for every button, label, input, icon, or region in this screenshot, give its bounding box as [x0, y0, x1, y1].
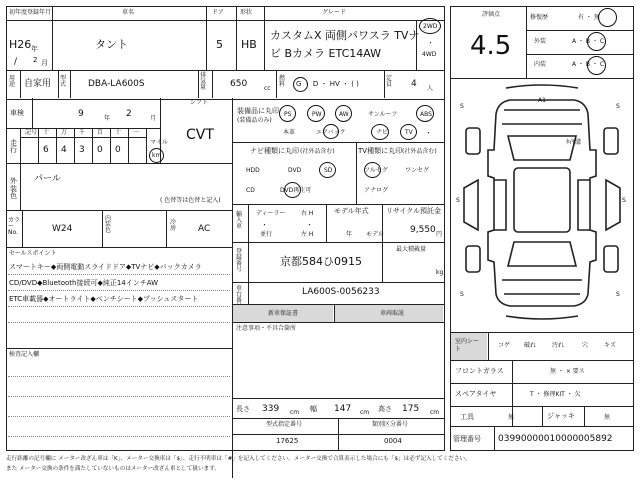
tv-note: (社外品含む): [402, 148, 437, 155]
inspection-label: 車検: [10, 109, 24, 117]
length-value: 339: [262, 404, 280, 414]
fuel-gasoline-circle: [293, 77, 308, 92]
score-value: 4.5: [470, 31, 512, 61]
seat-burn: コゲ: [498, 342, 511, 349]
mileage-label: 走行: [10, 139, 17, 154]
shift-label: シフト: [190, 99, 209, 106]
grade-label: グレード: [322, 9, 347, 16]
cc-unit: cc: [264, 85, 271, 92]
equip-leather: 本革: [283, 129, 296, 136]
footer-line-2: また メーター交換の条件を満たしていないものはメーター改ざん車として扱います。: [6, 466, 220, 472]
import-right-hand: 右 H: [301, 210, 314, 217]
s-mark: S: [456, 197, 460, 204]
equip-ps: PS: [284, 111, 292, 118]
tv-analog: アナログ: [364, 187, 389, 194]
front-glass-label: フロントガラス: [455, 367, 504, 375]
mileage-digit: 4: [61, 145, 67, 155]
interior-rating-label: 内装: [534, 61, 547, 68]
km-circle: [149, 148, 164, 163]
exterior-rating-label: 外装: [534, 38, 547, 45]
mileage-header: 万: [61, 129, 68, 136]
mileage-header: 一: [133, 129, 140, 136]
door-label: ドア: [212, 9, 224, 16]
mileage-divider: [92, 128, 93, 163]
s-mark: S: [460, 291, 464, 298]
vehicle-diagram: [450, 80, 634, 322]
capacity-unit: 人: [427, 85, 434, 92]
usage-label: 用途: [9, 75, 16, 88]
usage-row: [6, 70, 445, 100]
exterior-b-circle: [587, 32, 606, 51]
caution-label: 注意事項・不具合箇所: [236, 325, 297, 332]
sales-points-label: セールスポイント: [9, 250, 57, 257]
mileage-digit: 3: [79, 145, 85, 155]
new-car-warranty: 新車保証書: [268, 310, 299, 317]
tv-fullseg: フルセグ: [364, 167, 388, 174]
ac-label: 冷房: [170, 219, 177, 232]
seat-tear: 破れ: [524, 342, 537, 349]
mileage-unit-mile: マイル: [150, 139, 168, 146]
interior-b-circle: [587, 56, 606, 75]
class-no-value: 0004: [384, 437, 402, 445]
chassis-label: 車台番: [236, 285, 243, 304]
mileage-digit: 0: [115, 145, 121, 155]
tv-title: TV種類に丸印: [358, 147, 403, 155]
equip-sunroof: サンルーフ: [368, 111, 398, 118]
vehicle-manual: 車両取説: [380, 310, 405, 317]
equip-airbag: エアバック: [316, 129, 346, 136]
usage-value: 自家用: [24, 79, 52, 89]
type-no-label: 型式指定番号: [266, 421, 303, 428]
seat-scratch: キズ: [604, 342, 616, 349]
class-no-label: 類別区分番号: [372, 421, 409, 428]
navi-title: ナビ種類に丸印: [250, 147, 299, 155]
mileage-digit: 0: [97, 145, 103, 155]
equip-navi: ナビ: [376, 129, 389, 136]
door-count: 5: [216, 38, 223, 51]
model-label: 型式: [60, 75, 67, 88]
type-no-value: 17625: [276, 437, 299, 445]
sales-point-line-2: CD/DVD◆Bluetooth接続可◆純正14インチAW: [9, 279, 159, 287]
seat-stain: 汚れ: [552, 342, 565, 349]
s-mark: S: [616, 291, 620, 298]
seat-label: 室内シート: [455, 338, 480, 353]
height-value: 175: [402, 404, 420, 414]
width-value: 147: [334, 404, 352, 414]
mileage-divider: [56, 128, 57, 163]
header-label-row: [6, 6, 445, 21]
model-value: DBA-LA600S: [88, 79, 145, 89]
width-label: 幅: [310, 405, 317, 413]
mileage-header-line: [20, 137, 146, 138]
equip-tv: TV: [405, 129, 413, 136]
navi-dvd: DVD: [288, 167, 302, 174]
score-label: 評価点: [482, 11, 501, 18]
sales-point-line-1: スマートキー◆両側電動スライドドア◆TVナビ◆バックカメラ: [9, 263, 202, 271]
max-load-label: 最大積載量: [396, 246, 427, 253]
displacement-value: 650: [230, 79, 248, 89]
seat-hole: 穴: [582, 342, 589, 349]
mileage-divider: [146, 128, 147, 163]
height-label: 高さ: [378, 405, 392, 413]
repair-history-label: 修復歴: [530, 14, 549, 21]
car-name-label: 車名: [122, 9, 135, 16]
exterior-rating-options: A ・ B ・ C: [572, 38, 605, 45]
front-glass-value: 無 ・ × 要ス: [550, 368, 585, 375]
inspection-month: 2: [126, 109, 132, 119]
s-mark: S: [622, 197, 626, 204]
sales-point-line-3: ETC車載器◆オートライト◆ベンチシート◆プッシュスタート: [9, 295, 199, 303]
import-left-hand: 左 H: [301, 231, 314, 238]
inspector-notes-label: 検査記入欄: [9, 351, 40, 358]
jack-value: 無: [604, 414, 611, 421]
damage-mark-a1: A1: [538, 97, 546, 104]
equip-aw: AW: [339, 111, 349, 118]
drive-4wd: 4WD: [422, 51, 437, 58]
mileage-header: 百: [97, 129, 104, 136]
drive-2wd: 2WD: [423, 23, 438, 30]
equip-pw: PW: [312, 111, 322, 118]
equipment-label: 装備品に丸印: [237, 107, 279, 115]
model-year-label: モデル年式: [334, 207, 369, 215]
navi-note: (社外品含む): [300, 148, 335, 155]
mileage-digit: 6: [43, 145, 49, 155]
navi-sd: SD: [324, 167, 333, 174]
inspection-year: 9: [78, 109, 84, 119]
mileage-header: 十: [115, 129, 122, 136]
shift-value: CVT: [186, 127, 214, 143]
color-no-value: W24: [52, 224, 73, 234]
import-parallel: 並行: [260, 231, 273, 238]
mileage-divider: [74, 128, 75, 163]
length-label: 長さ: [236, 405, 250, 413]
ac-value: AC: [198, 224, 211, 234]
registration-value: 京都584ひ0915: [280, 255, 362, 268]
registration-label: 登録番号: [236, 248, 243, 273]
color-no-label: カラーNo.: [8, 217, 21, 236]
import-label: 輸入車: [236, 211, 243, 230]
spare-tire-label: スペアタイヤ: [455, 390, 497, 398]
mileage-divider: [38, 128, 39, 163]
shape-label: 形状: [240, 9, 253, 16]
displacement-label: 排気量: [200, 72, 207, 91]
spare-tire-value: T ・ 修理KIT ・ 欠: [530, 391, 581, 398]
mileage-header: 十: [43, 129, 50, 136]
capacity-value: 4: [411, 79, 417, 89]
exterior-color-label: 外装色: [10, 177, 17, 201]
fuel-options: G ・ D ・ HV ・ ( ): [296, 80, 359, 88]
first-reg-month: 2: [33, 56, 38, 64]
equipment-note: (装備品のみ): [237, 117, 272, 124]
mgmt-no-label: 管理番号: [453, 435, 481, 443]
navi-dvd-play: DVD再生可: [280, 187, 312, 194]
navi-hdd: HDD: [246, 167, 260, 174]
first-reg-year-unit: 年: [31, 45, 38, 53]
s-mark: S: [460, 103, 464, 110]
mgmt-no-value: 03990000010000005892: [498, 434, 613, 444]
s-mark: S: [616, 103, 620, 110]
navi-cd: CD: [246, 187, 255, 194]
mileage-header: 千: [79, 129, 86, 136]
grade-line-1: カスタムX 両側パワスラ TVナ: [270, 29, 420, 42]
tire-tread-label: ﾀｲﾔ溝: [566, 139, 582, 146]
body-shape: HB: [241, 38, 257, 51]
mileage-header: 記号: [25, 129, 38, 136]
drive-2wd-circle: [419, 18, 441, 34]
interior-rating-options: A ・ B ・ C: [572, 61, 605, 68]
exterior-color-note: ( 色替等は色替と記入): [160, 197, 221, 204]
first-reg-era: H26: [9, 38, 32, 51]
jack-label: ジャッキ: [547, 412, 575, 420]
equip-abs: ABS: [420, 111, 432, 118]
fuel-label: 燃料: [279, 75, 286, 88]
exterior-color-value: パール: [34, 174, 61, 184]
mileage-divider: [110, 128, 111, 163]
grade-line-2: ビ Bカメラ ETC14AW: [270, 47, 382, 60]
first-reg-label: 初年度登録年月: [9, 9, 52, 16]
repair-none-circle: [598, 8, 617, 27]
repair-history-options: 有 ・ 無: [578, 14, 600, 21]
interior-color-label: 内装色: [105, 215, 112, 234]
recycle-label: リサイクル預託金: [386, 207, 442, 215]
tools-value: 無: [508, 414, 515, 421]
center-divider: [232, 98, 233, 478]
chassis-value: LA600S-0056233: [302, 287, 380, 297]
footer-line-1: 走行距離の記号欄に メーター改ざん車は「K」、メーター交換車は「$」、走行不明車は「#」を記入してください。メーター交換で合算表示した場合にも「$」は必ず記入してください。: [6, 456, 471, 462]
capacity-label: 定員: [386, 75, 393, 88]
mileage-unit-km: km: [152, 152, 162, 159]
car-name: タント: [95, 38, 128, 51]
tv-oneseg: ワンセグ: [405, 167, 430, 174]
import-dealer: ディーラー: [256, 210, 286, 217]
recycle-value: 9,550: [410, 225, 436, 235]
mileage-divider: [128, 128, 129, 163]
tools-label: 工具: [460, 413, 474, 421]
first-reg-month-unit: 月: [41, 59, 48, 67]
